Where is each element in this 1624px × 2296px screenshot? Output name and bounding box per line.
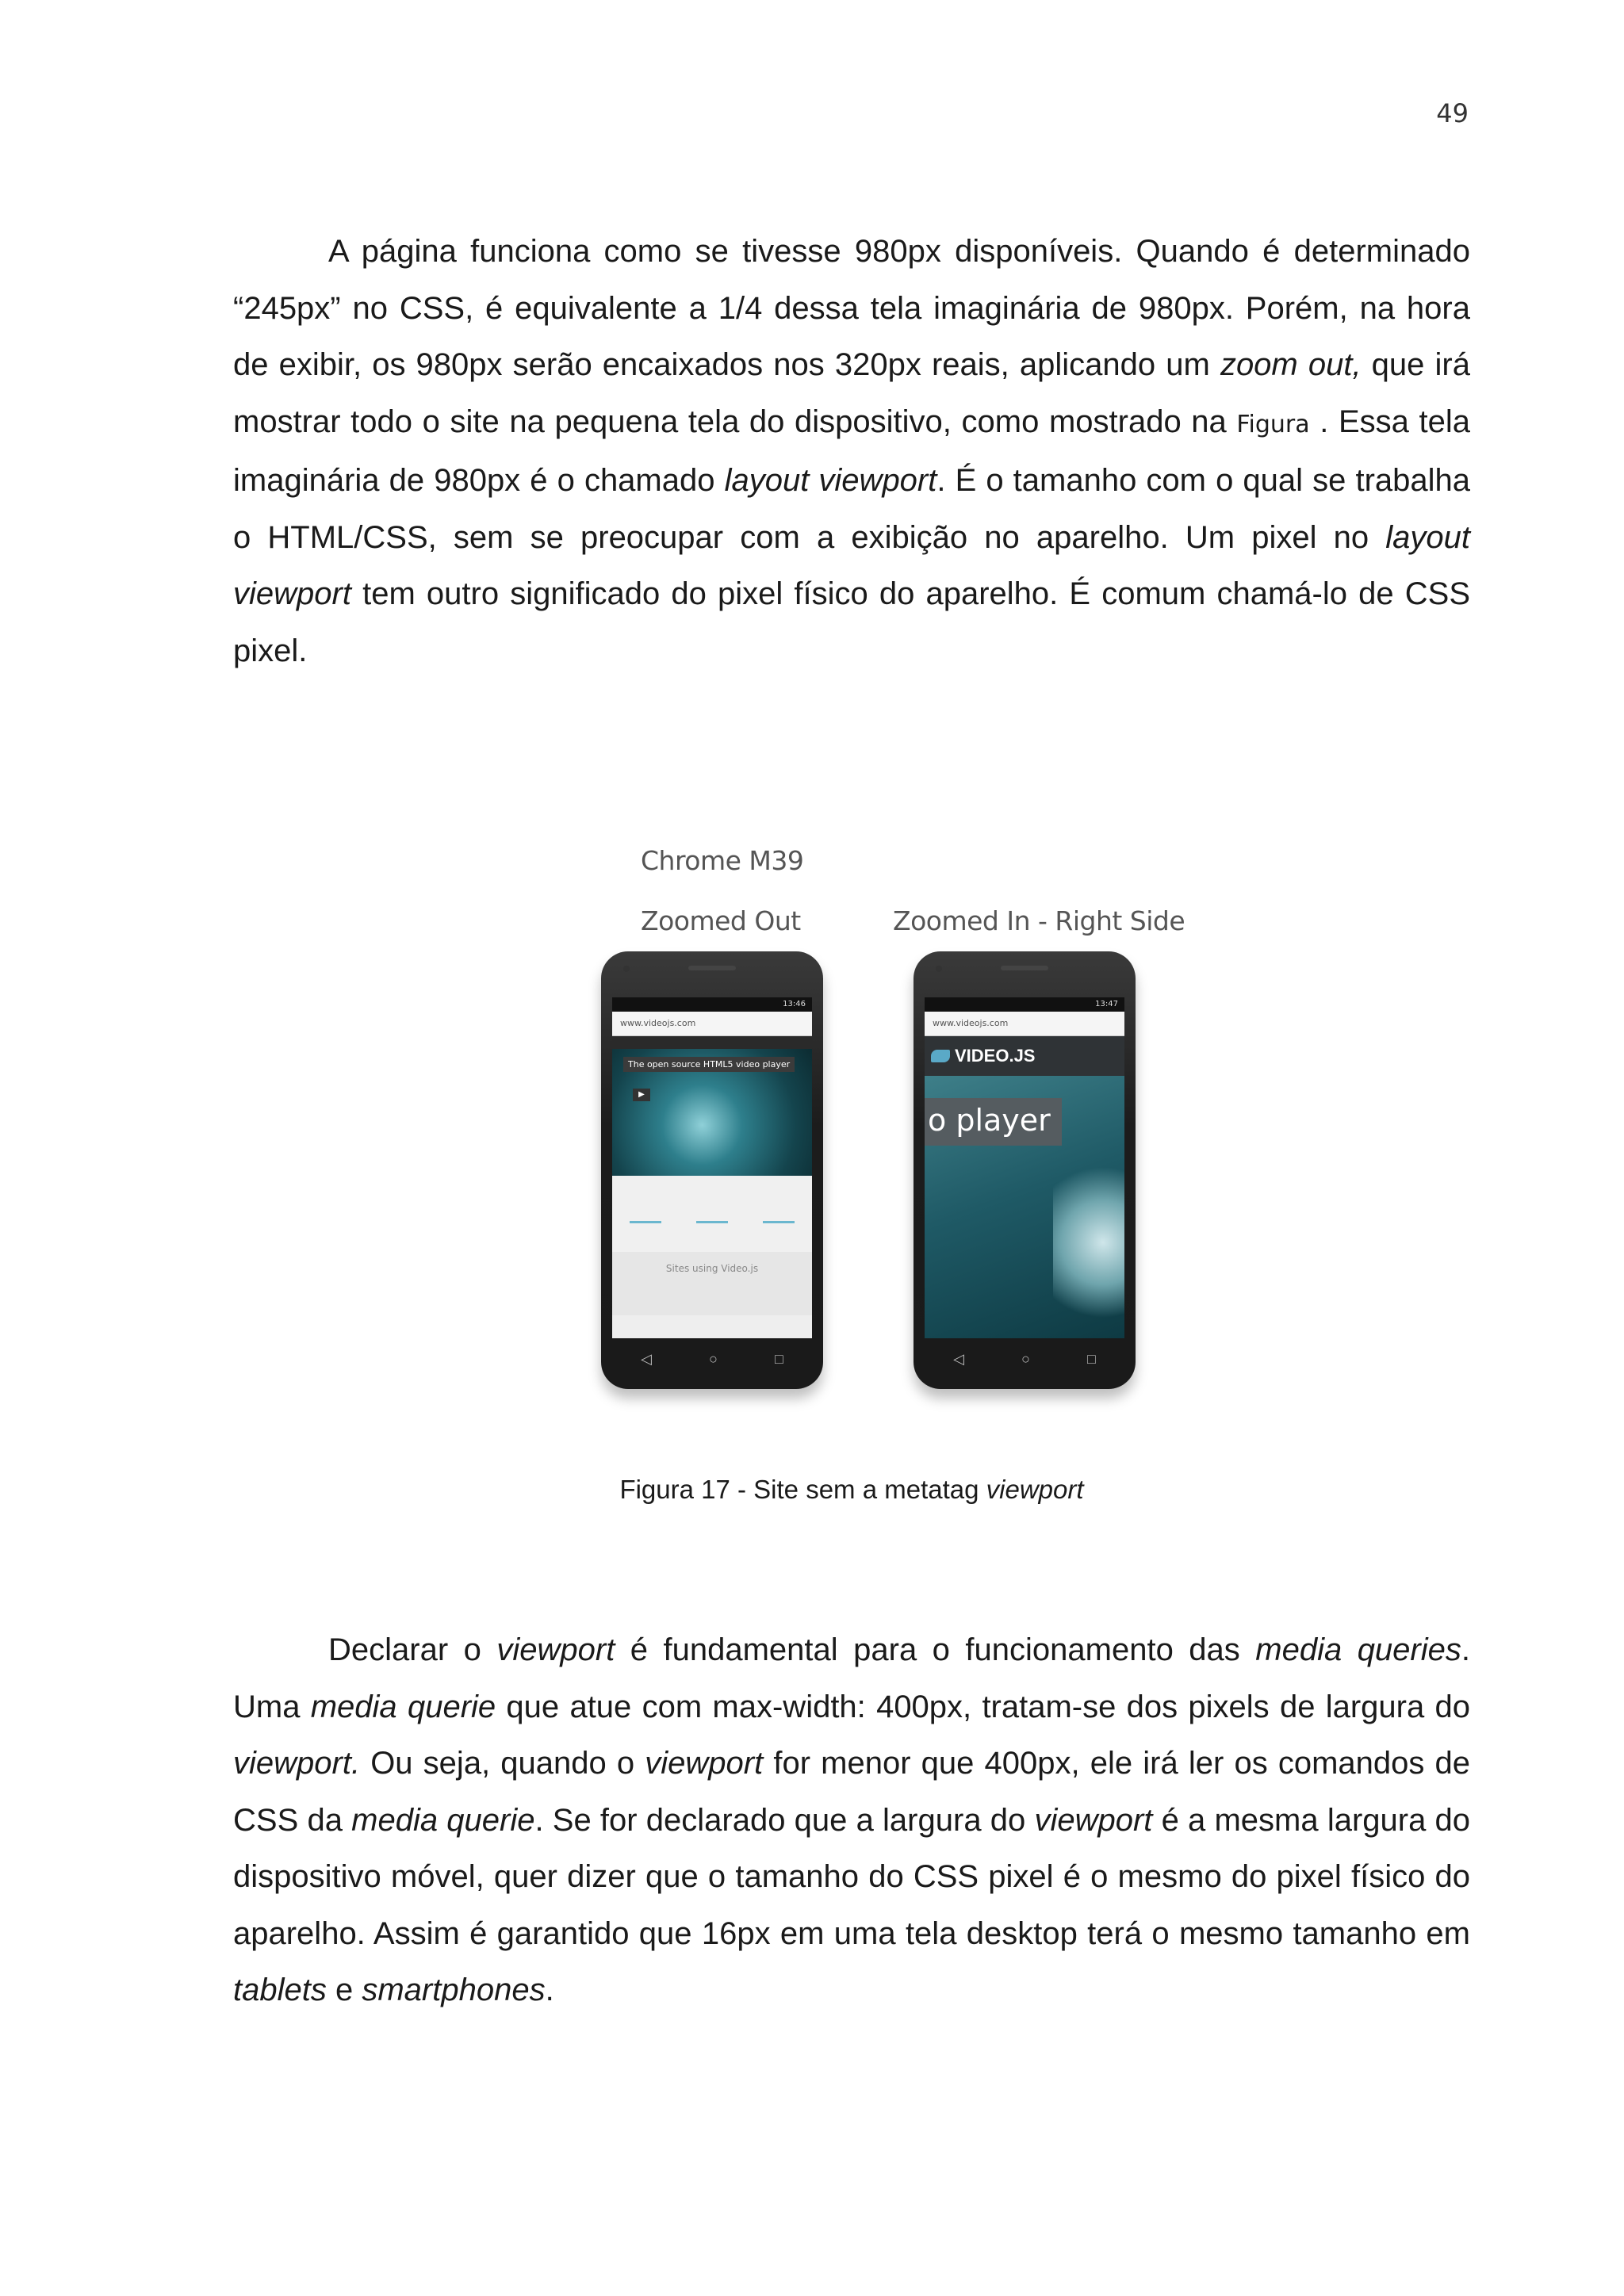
home-icon: ○ — [709, 1350, 718, 1367]
back-icon: ◁ — [641, 1350, 652, 1367]
status-bar: 13:46 — [612, 997, 812, 1012]
site-logo-text: VIDEO.JS — [955, 1046, 1036, 1066]
speaker-grille — [688, 966, 736, 970]
features-section — [612, 1176, 812, 1252]
hero-zoomed — [925, 1076, 1124, 1338]
hero-banner — [612, 1049, 812, 1176]
play-icon: ▶ — [633, 1089, 650, 1101]
back-icon: ◁ — [953, 1350, 964, 1367]
status-bar: 13:47 — [925, 997, 1124, 1012]
camera-icon — [936, 966, 942, 972]
feature-icon — [696, 1205, 728, 1223]
videojs-logo-icon — [931, 1050, 950, 1062]
feature-icon — [763, 1205, 795, 1223]
figure-caption: Figura 17 - Site sem a metatag viewport — [619, 1475, 1084, 1504]
android-nav-bar — [612, 1338, 812, 1380]
url-bar: www.videojs.com — [612, 1012, 812, 1036]
recents-icon: □ — [775, 1350, 783, 1367]
site-header — [925, 1036, 1124, 1076]
paragraph-1: A página funciona como se tivesse 980px disponíveis. Quando é determinado “245px” no CSS, é equivalente a 1/4 dessa tela imaginária de 980px. Porém, na hora de exibir, os 980px serão encaixados nos 320px reais, aplicando um zoom out, que irá mostrar todo o site na pequena tela do dispositivo, como mostrado na Figura . Essa tela imaginária de 980px é o chamado layout viewport. É o tamanho com o qual se trabalha o HTML/CSS, sem se preocupar com a exibição no aparelho. Um pixel no layout viewport tem outro significado do pixel físico do aparelho. É comum chamá-lo de CSS pixel. — [233, 234, 1471, 668]
water-splash — [1053, 1163, 1124, 1322]
page-number: 49 — [1436, 98, 1469, 128]
paragraph-2: Declarar o viewport é fundamental para o funcionamento das media queries. Uma media querie que atue com max-width: 400px, tratam-se dos pixels de largura do viewport. Ou seja, quando o viewport for menor que 400px, ele irá ler os comandos de CSS da media querie. Se for declarado que a largura do viewport é a mesma largura do dispositivo móvel, quer dizer que o tamanho do CSS pixel é o mesmo do pixel físico do aparelho. Assim é garantido que 16px em uma tela desktop terá o mesmo tamanho em tablets e smartphones. — [233, 1632, 1471, 2007]
sites-section: Sites using Video.js — [612, 1252, 812, 1315]
figure-right-label: Zoomed In - Right Side — [893, 905, 1185, 936]
home-icon: ○ — [1021, 1350, 1030, 1367]
phone-screen — [925, 997, 1124, 1338]
url-bar: www.videojs.com — [925, 1012, 1124, 1036]
figure-reference: Figura — [1236, 410, 1310, 438]
figure-left-label: Zoomed Out — [641, 905, 801, 936]
speaker-grille — [1001, 966, 1048, 970]
hero-title: The open source HTML5 video player — [623, 1057, 795, 1072]
figure-title: Chrome M39 — [641, 845, 804, 876]
camera-icon — [623, 966, 630, 972]
hero-title-zoomed: o player — [925, 1098, 1062, 1146]
feature-icon — [630, 1205, 661, 1223]
phone-screen — [612, 997, 812, 1338]
recents-icon: □ — [1087, 1350, 1096, 1367]
site-nav — [612, 1036, 812, 1049]
android-nav-bar — [925, 1338, 1124, 1380]
